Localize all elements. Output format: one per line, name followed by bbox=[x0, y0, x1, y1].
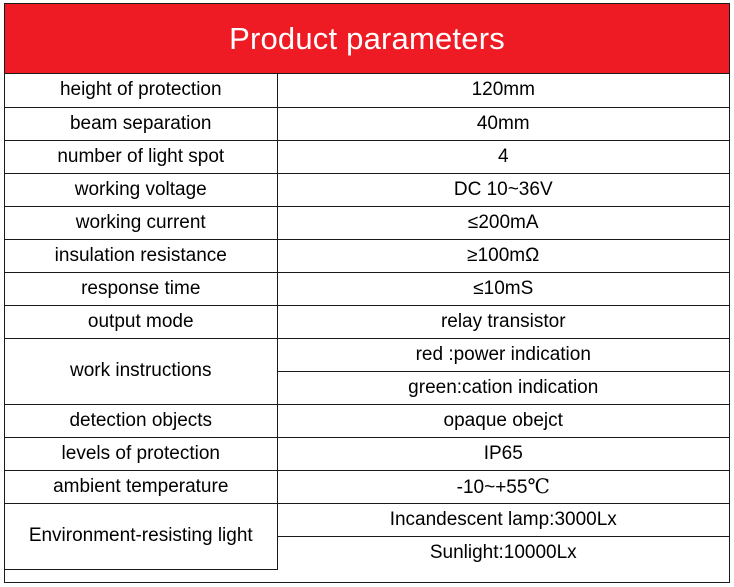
celsius-unit: ℃ bbox=[527, 474, 550, 498]
product-parameters-sheet bbox=[4, 3, 730, 583]
param-label: beam separation bbox=[5, 107, 277, 140]
param-label: insulation resistance bbox=[5, 239, 277, 272]
table-row bbox=[5, 338, 729, 371]
table-row bbox=[5, 239, 729, 272]
param-value: IP65 bbox=[277, 437, 729, 470]
param-value: ≤200mA bbox=[277, 206, 729, 239]
temperature-range: -10~+55 bbox=[456, 477, 528, 498]
param-label: ambient temperature bbox=[5, 470, 277, 503]
param-label: working current bbox=[5, 206, 277, 239]
param-label: response time bbox=[5, 272, 277, 305]
title-banner bbox=[5, 4, 729, 74]
param-value: 40mm bbox=[277, 107, 729, 140]
param-label: output mode bbox=[5, 305, 277, 338]
table-row bbox=[5, 503, 729, 536]
param-value: Incandescent lamp:3000Lx bbox=[277, 503, 729, 536]
param-value: green:cation indication bbox=[277, 371, 729, 404]
param-label: number of light spot bbox=[5, 140, 277, 173]
param-label: height of protection bbox=[5, 74, 277, 107]
param-value: opaque obejct bbox=[277, 404, 729, 437]
param-value: red :power indication bbox=[277, 338, 729, 371]
table-row bbox=[5, 404, 729, 437]
param-value bbox=[277, 470, 729, 503]
table-row bbox=[5, 173, 729, 206]
param-label: work instructions bbox=[5, 338, 277, 404]
param-value: relay transistor bbox=[277, 305, 729, 338]
table-row bbox=[5, 206, 729, 239]
parameters-table bbox=[5, 74, 729, 570]
table-row bbox=[5, 74, 729, 107]
param-value: DC 10~36V bbox=[277, 173, 729, 206]
table-row bbox=[5, 437, 729, 470]
param-label: detection objects bbox=[5, 404, 277, 437]
param-label: levels of protection bbox=[5, 437, 277, 470]
param-label: Environment-resisting light bbox=[5, 503, 277, 569]
table-row bbox=[5, 140, 729, 173]
param-value: ≥100mΩ bbox=[277, 239, 729, 272]
param-value: Sunlight:10000Lx bbox=[277, 536, 729, 569]
param-value: 4 bbox=[277, 140, 729, 173]
table-row bbox=[5, 107, 729, 140]
table-row bbox=[5, 272, 729, 305]
param-value: ≤10mS bbox=[277, 272, 729, 305]
param-label: working voltage bbox=[5, 173, 277, 206]
table-row bbox=[5, 470, 729, 503]
param-value: 120mm bbox=[277, 74, 729, 107]
page-title: Product parameters bbox=[229, 21, 505, 56]
table-row bbox=[5, 305, 729, 338]
